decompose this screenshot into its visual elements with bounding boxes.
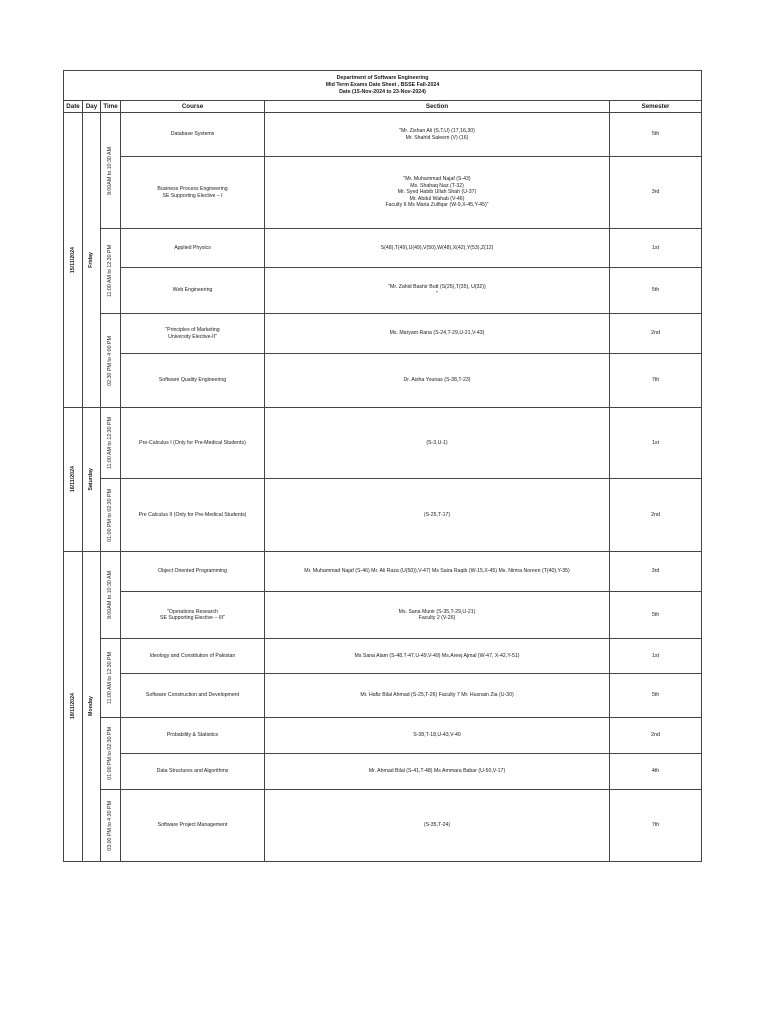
exam-time-cell-text: 9:00AM to 10:30 AM (107, 146, 114, 195)
exam-date-cell (64, 113, 83, 408)
exam-time-cell-text: 03:00 PM to 4:30 PM (107, 800, 114, 851)
exam-row (64, 639, 702, 674)
semester-cell: 5th (610, 113, 702, 157)
exam-row (64, 479, 702, 552)
semester-cell: 1st (610, 229, 702, 268)
semester-cell: 1st (610, 639, 702, 674)
section-cell: Ms. Sana Munir (S-35,T-29,U-21) Faculty 2 (V-26) (265, 592, 610, 639)
column-header-section: Section (265, 101, 610, 113)
exam-time-cell (101, 314, 121, 408)
exam-row (64, 314, 702, 354)
section-cell: Ms Sana Alam (S-48,T-47,U-49,V-49) Ms.Areej Ajmal (W-47, X-42,Y-51) (265, 639, 610, 674)
date-range-title: Date (15-Nov-2024 to 23-Nov-2024) (339, 88, 426, 95)
course-cell: Pre Calculus II (Only for Pre-Medical Students) (121, 479, 265, 552)
course-cell: Software Project Management (121, 790, 265, 862)
semester-cell: 2nd (610, 314, 702, 354)
exam-day-cell-text: Saturday (88, 468, 95, 491)
course-cell: Data Structures and Algorithms (121, 754, 265, 790)
exam-time-cell-text: 02:30 PM to 4:00 PM (107, 335, 114, 386)
exam-row (64, 113, 702, 157)
section-cell: (S-35,T-24) (265, 790, 610, 862)
exam-day-cell-text: Monday (88, 696, 95, 717)
exam-title: Mid Term Exams Date Sheet , BSSE Fall-2024 (325, 82, 440, 89)
course-cell: Object Oriented Programming (121, 552, 265, 592)
exam-row (64, 592, 702, 639)
exam-time-cell (101, 718, 121, 790)
section-cell: Dr. Aisha Younas (S-38,T-23) (265, 354, 610, 408)
date-sheet-table (63, 70, 702, 862)
semester-cell: 5th (610, 268, 702, 314)
exam-row (64, 718, 702, 754)
exam-row (64, 408, 702, 479)
course-cell: Applied Physics (121, 229, 265, 268)
exam-row (64, 354, 702, 408)
exam-time-cell (101, 479, 121, 552)
exam-time-cell (101, 552, 121, 639)
section-cell: Mr. Muhammad Najaf (S-46) Mr. Ali Raza (U(50)),V-47) Ms Saira Raqib (W-15,X-45) Ms. Nimra Noreen (T(40),Y-35) (265, 552, 610, 592)
section-cell: "Mr. Zahid Bashir Butt (S(25),T(35), U(32)) " (265, 268, 610, 314)
semester-cell: 2nd (610, 718, 702, 754)
course-cell: Database Systems (121, 113, 265, 157)
column-header-semester: Semester (610, 101, 702, 113)
exam-time-cell-text: 11:00 AM to 12:30 PM (107, 651, 114, 705)
section-cell: "Mr. Zishan Ali (S,T,U) (17,16,30) Mr. Shahid Saleem (V) (16) (265, 113, 610, 157)
exam-date-cell (64, 552, 83, 862)
exam-time-cell-text: 9:00AM to 10:30 AM (107, 571, 114, 619)
exam-date-cell-text: 16/11/2024 (69, 466, 76, 493)
section-cell: (S-25,T-17) (265, 479, 610, 552)
semester-cell: 2nd (610, 479, 702, 552)
exam-row (64, 268, 702, 314)
exam-row (64, 229, 702, 268)
semester-cell: 7th (610, 354, 702, 408)
exam-time-cell (101, 229, 121, 314)
exam-day-cell (83, 408, 101, 552)
section-cell: Mr. Ahmad Bilal (S-41,T-48) Ms Ammara Babar (U-50,V-17) (265, 754, 610, 790)
exam-date-cell (64, 408, 83, 552)
semester-cell: 3rd (610, 157, 702, 229)
exam-date-cell-text: 18/11/2024 (69, 693, 76, 720)
column-header-day: Day (83, 101, 101, 113)
semester-cell: 5th (610, 592, 702, 639)
exam-day-cell-text: Friday (88, 252, 95, 268)
exam-day-cell (83, 552, 101, 862)
course-cell: "Operations Research SE Supporting Elective – III" (121, 592, 265, 639)
exam-row (64, 157, 702, 229)
column-header-row (64, 101, 702, 113)
column-header-time: Time (101, 101, 121, 113)
exam-time-cell (101, 790, 121, 862)
department-title: Department of Software Engineering (336, 75, 429, 82)
exam-time-cell (101, 639, 121, 718)
semester-cell: 1st (610, 408, 702, 479)
course-cell: Software Quality Engineering (121, 354, 265, 408)
course-cell: Software Construction and Development (121, 674, 265, 718)
exam-day-cell (83, 113, 101, 408)
exam-row (64, 552, 702, 592)
exam-row (64, 790, 702, 862)
course-cell: Probability & Statistics (121, 718, 265, 754)
section-cell: Mr. Hafiz Bilal Ahmad (S-25,T-26) Faculty 7 Mr. Husnain Zia (U-30) (265, 674, 610, 718)
course-cell: Pre-Calculus I (Only for Pre-Medical Students) (121, 408, 265, 479)
exam-time-cell-text: 11:00 AM to 12:30 PM (107, 416, 114, 470)
section-cell: S-38,T-18,U-43,V-40 (265, 718, 610, 754)
section-cell: S(48),T(49),U(49),V(50),W(48),X(42),Y(53),Z(12) (265, 229, 610, 268)
course-cell: Ideology and Constitution of Pakistan (121, 639, 265, 674)
semester-cell: 7th (610, 790, 702, 862)
exam-row (64, 674, 702, 718)
column-header-course: Course (121, 101, 265, 113)
semester-cell: 3rd (610, 552, 702, 592)
course-cell: Web Engineering (121, 268, 265, 314)
exam-time-cell-text: 11:00 AM to 12:30 PM (107, 244, 114, 298)
section-cell: (S-3,U-1) (265, 408, 610, 479)
column-header-date: Date (64, 101, 83, 113)
course-cell: "Principles of Marketing University Elective-II" (121, 314, 265, 354)
semester-cell: 4th (610, 754, 702, 790)
exam-time-cell (101, 408, 121, 479)
exam-time-cell (101, 113, 121, 229)
exam-row (64, 754, 702, 790)
exam-time-cell-text: 01:00 PM to 02:30 PM (107, 488, 114, 542)
exam-date-cell-text: 15/11/2024 (69, 246, 76, 274)
sheet-title (64, 71, 702, 101)
section-cell: Ms. Maryam Rana (S-24,T-29,U-21,V-43) (265, 314, 610, 354)
semester-cell: 5th (610, 674, 702, 718)
section-cell: "Mr. Muhammad Najaf (S-43) Ms. Shahaq Naz (T-32) Mr. Syed Habib Ullah Shah (U-37) Mr. Abdul Wahab (V-46) Faculty 6 Ms Maria Zulfiqar (W-9,X-45,Y-45)" (265, 157, 610, 229)
course-cell: Business Process Engineering SE Supporting Elective – I (121, 157, 265, 229)
exam-time-cell-text: 01:00 PM to 02:30 PM (107, 727, 114, 780)
